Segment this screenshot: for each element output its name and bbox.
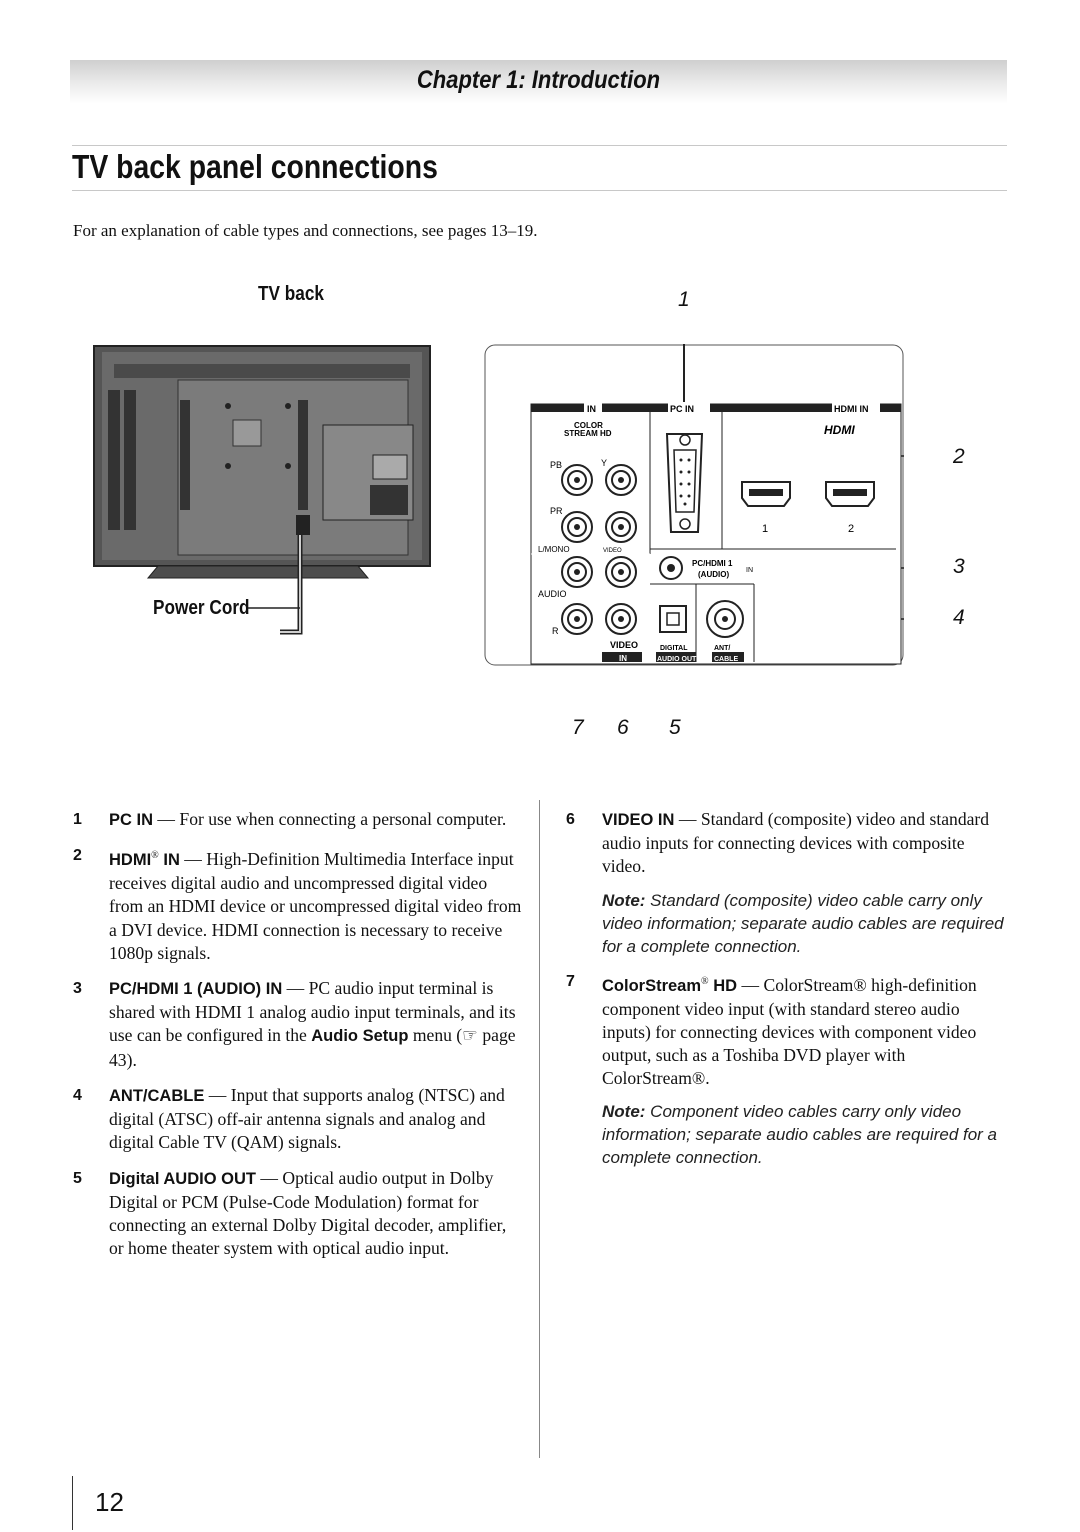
callout-3: 3	[953, 555, 965, 578]
page-title: TV back panel connections	[72, 148, 438, 185]
item-keyword: IN	[158, 851, 180, 870]
item-keyword: ANT/CABLE	[109, 1086, 205, 1105]
callout-5: 5	[669, 716, 681, 739]
svg-text:IN: IN	[619, 654, 627, 663]
list-item	[73, 977, 523, 1072]
svg-text:HDMI: HDMI	[824, 423, 855, 437]
item-number: 1	[73, 811, 82, 828]
item-text: menu (☞ page 43).	[109, 1025, 516, 1070]
callout-1: 1	[678, 288, 690, 311]
item-text: — Input that supports analog (NTSC) and digital (ATSC) off-air antenna signals and analog and digital Cable TV (QAM) signals.	[109, 1084, 505, 1153]
item-keyword: PC/HDMI 1 (AUDIO) IN	[109, 980, 283, 999]
item-keyword: Digital AUDIO OUT	[109, 1169, 256, 1188]
svg-text:IN: IN	[587, 404, 596, 414]
callout-6: 6	[617, 716, 629, 739]
svg-text:CABLE: CABLE	[714, 656, 739, 663]
svg-text:IN: IN	[746, 567, 753, 574]
column-divider	[539, 800, 540, 1458]
right-column	[566, 808, 1011, 1181]
list-item	[73, 808, 523, 832]
item-number: 3	[73, 980, 82, 998]
callout-2: 2	[953, 445, 965, 468]
item-number: 7	[566, 972, 575, 990]
svg-text:Y: Y	[601, 458, 608, 468]
svg-text:DIGITAL: DIGITAL	[660, 645, 688, 652]
item-keyword: PC IN	[109, 811, 154, 829]
callout-7: 7	[572, 716, 584, 739]
tv-back-illustration	[88, 340, 438, 645]
tv-back-label: TV back	[258, 283, 324, 305]
svg-text:L/MONO: L/MONO	[538, 545, 570, 554]
note-block	[566, 889, 1011, 958]
svg-text:AUDIO OUT: AUDIO OUT	[657, 656, 697, 663]
item-text: — High-Definition Multimedia Interface input receives digital audio and uncompressed digital video from an HDMI device or uncompressed digital video from a DVI device. HDMI connection is necessary to receive 1080p signals.	[109, 849, 522, 963]
svg-text:VIDEO: VIDEO	[610, 640, 639, 650]
title-rule-top	[72, 145, 1007, 146]
list-item	[73, 1167, 523, 1261]
svg-text:STREAM HD: STREAM HD	[564, 429, 612, 438]
note-text: Component video cables carry only video information; separate audio cables are required for a complete connection.	[602, 1102, 998, 1168]
item-text: — Optical audio output in Dolby Digital or PCM (Pulse-Code Modulation) format for connecting an external Dolby Digital decoder, amplifier, or home theater system with optical audio input.	[109, 1167, 507, 1259]
svg-text:(AUDIO): (AUDIO)	[698, 570, 730, 579]
item-number: 2	[73, 847, 82, 865]
chapter-title: Chapter 1: Introduction	[416, 66, 661, 94]
title-rule-bottom	[72, 190, 1007, 191]
item-number: 5	[73, 1169, 82, 1187]
svg-text:R: R	[552, 626, 559, 636]
note-block	[566, 1100, 1011, 1169]
svg-text:VIDEO: VIDEO	[603, 548, 622, 554]
svg-text:1: 1	[762, 523, 769, 535]
chapter-header-band	[70, 60, 1007, 104]
power-cord-label: Power Cord	[153, 597, 250, 619]
registered-mark: ®	[701, 975, 709, 987]
list-item	[566, 970, 1011, 1091]
connection-panel-illustration	[484, 344, 904, 666]
item-keyword: ColorStream	[602, 976, 702, 995]
item-text: — For use when connecting a personal computer.	[153, 809, 507, 829]
item-text: — Standard (composite) video and standard audio inputs for connecting devices with composite video.	[602, 809, 990, 877]
note-label: Note:	[602, 1102, 646, 1122]
list-item	[566, 808, 1011, 879]
svg-text:AUDIO: AUDIO	[538, 589, 567, 599]
page-number-bar	[72, 1476, 73, 1530]
registered-mark: ®	[151, 850, 159, 862]
svg-text:PB: PB	[550, 460, 563, 470]
svg-text:PC IN: PC IN	[670, 404, 695, 414]
svg-text:ANT/: ANT/	[714, 645, 731, 652]
svg-text:2: 2	[848, 523, 855, 535]
item-keyword: Audio Setup	[311, 1027, 409, 1046]
intro-text: For an explanation of cable types and connections, see pages 13–19.	[73, 221, 538, 240]
list-item	[73, 1084, 523, 1155]
item-number: 4	[73, 1086, 82, 1104]
svg-text:HDMI IN: HDMI IN	[834, 404, 869, 414]
item-keyword: VIDEO IN	[602, 811, 675, 829]
svg-text:PR: PR	[550, 506, 563, 516]
item-keyword: HDMI	[109, 851, 152, 870]
item-keyword: HD	[708, 976, 738, 995]
item-text: — PC audio input terminal is shared with HDMI 1 analog audio input terminals, and its use can be configured in the	[109, 978, 516, 1046]
item-text: — ColorStream® high-definition component video input (with standard stereo audio inputs) for connecting devices with component video output, such as a Toshiba DVD player with ColorStream®.	[602, 974, 977, 1089]
callout-4: 4	[953, 606, 965, 629]
svg-text:PC/HDMI 1: PC/HDMI 1	[692, 559, 733, 568]
page-number: 12	[95, 1487, 124, 1517]
list-item	[73, 844, 523, 965]
left-column	[73, 808, 523, 1272]
note-label: Note:	[602, 890, 646, 910]
svg-text:COLOR: COLOR	[574, 421, 603, 430]
note-text: Standard (composite) video cable carry only video information; separate audio cables are required for a complete connection.	[602, 890, 1004, 956]
item-number: 6	[566, 811, 575, 828]
